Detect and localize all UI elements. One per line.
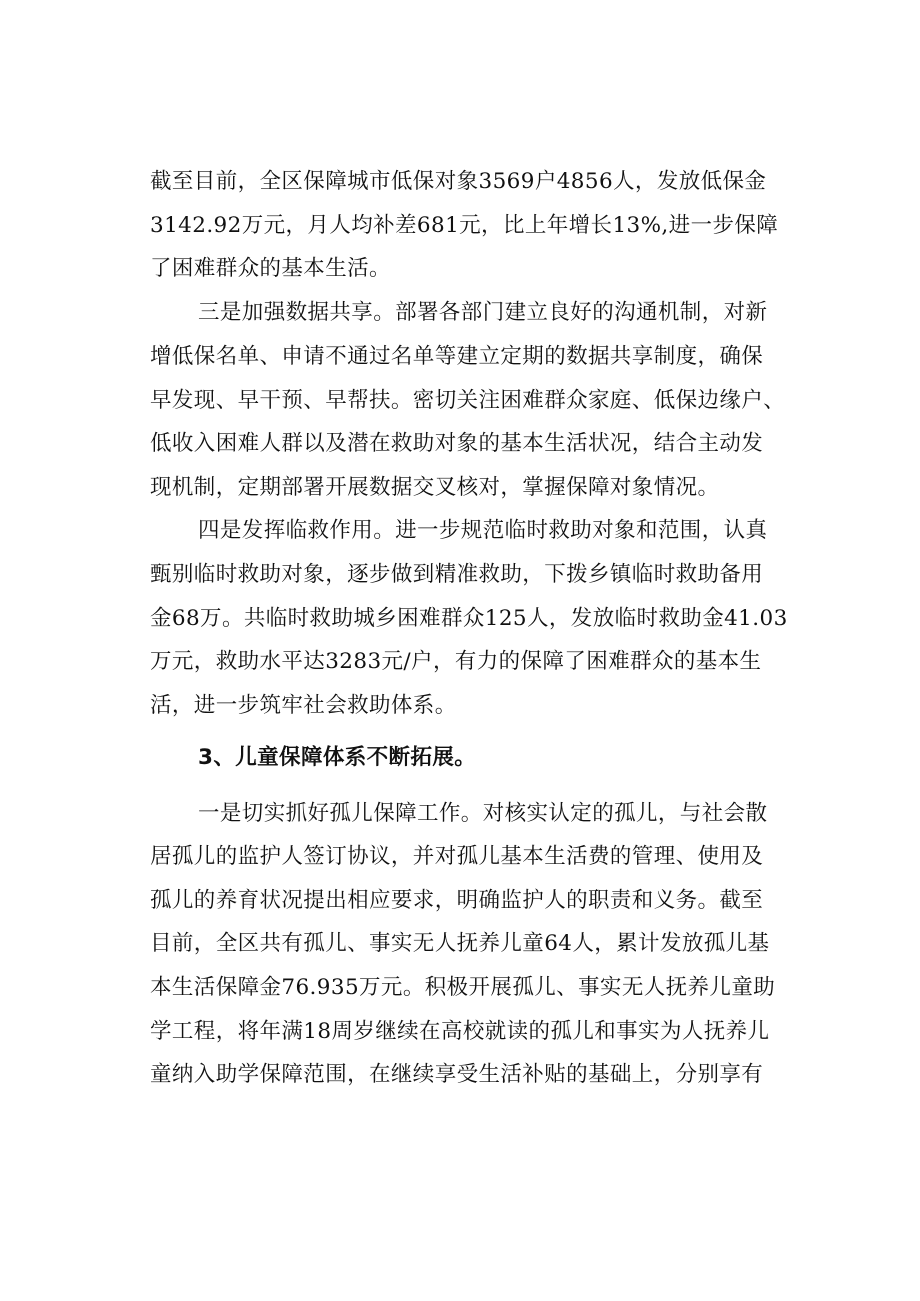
paragraph-3-line-5: 活，进一步筑牢社会救助体系。 [150, 693, 457, 718]
paragraph-3-line-2: 甄别临时救助对象，逐步做到精准救助，下拨乡镇临时救助备用 [150, 562, 764, 587]
paragraph-4-line-6: 学工程，将年满18周岁继续在高校就读的孤儿和事实为人抚养儿 [150, 1019, 770, 1044]
paragraph-4-line-1: 一是切实抓好孤儿保障工作。对核实认定的孤儿，与社会散 [198, 801, 768, 826]
paragraph-2-line-2: 增低保名单、申请不通过名单等建立定期的数据共享制度，确保 [150, 344, 764, 369]
paragraph-4-line-5: 本生活保障金76.935万元。积极开展孤儿、事实无人抚养儿童助 [150, 975, 776, 1000]
paragraph-3-line-4: 万元，救助水平达3283元/户，有力的保障了困难群众的基本生 [150, 649, 762, 674]
paragraph-2-line-1: 三是加强数据共享。部署各部门建立良好的沟通机制，对新 [198, 300, 768, 325]
paragraph-3-line-3: 金68万。共临时救助城乡困难群众125人，发放临时救助金41.03 [150, 606, 788, 631]
paragraph-1-line-2: 3142.92万元，月人均补差681元，比上年增长13%,进一步保障 [150, 213, 779, 238]
paragraph-4-line-4: 目前，全区共有孤儿、事实无人抚养儿童64人，累计发放孤儿基 [150, 931, 770, 956]
paragraph-3-line-1: 四是发挥临救作用。进一步规范临时救助对象和范围，认真 [198, 518, 768, 543]
paragraph-1-line-3: 了困难群众的基本生活。 [150, 256, 391, 281]
paragraph-4-line-7: 童纳入助学保障范围，在继续享受生活补贴的基础上，分别享有 [150, 1062, 764, 1087]
paragraph-4-line-2: 居孤儿的监护人签订协议，并对孤儿基本生活费的管理、使用及 [150, 844, 764, 869]
paragraph-2-line-5: 现机制，定期部署开展数据交叉核对，掌握保障对象情况。 [150, 475, 720, 500]
paragraph-2-line-4: 低收入困难人群以及潜在救助对象的基本生活状况，结合主动发 [150, 431, 764, 456]
paragraph-4-line-3: 孤儿的养育状况提出相应要求，明确监护人的职责和义务。截至 [150, 888, 764, 913]
paragraph-1-line-1: 截至目前，全区保障城市低保对象3569户4856人，发放低保金 [150, 169, 767, 194]
section-heading: 3、儿童保障体系不断拓展。 [198, 745, 477, 770]
paragraph-2-line-3: 早发现、早干预、早帮扶。密切关注困难群众家庭、低保边缘户、 [150, 388, 786, 413]
